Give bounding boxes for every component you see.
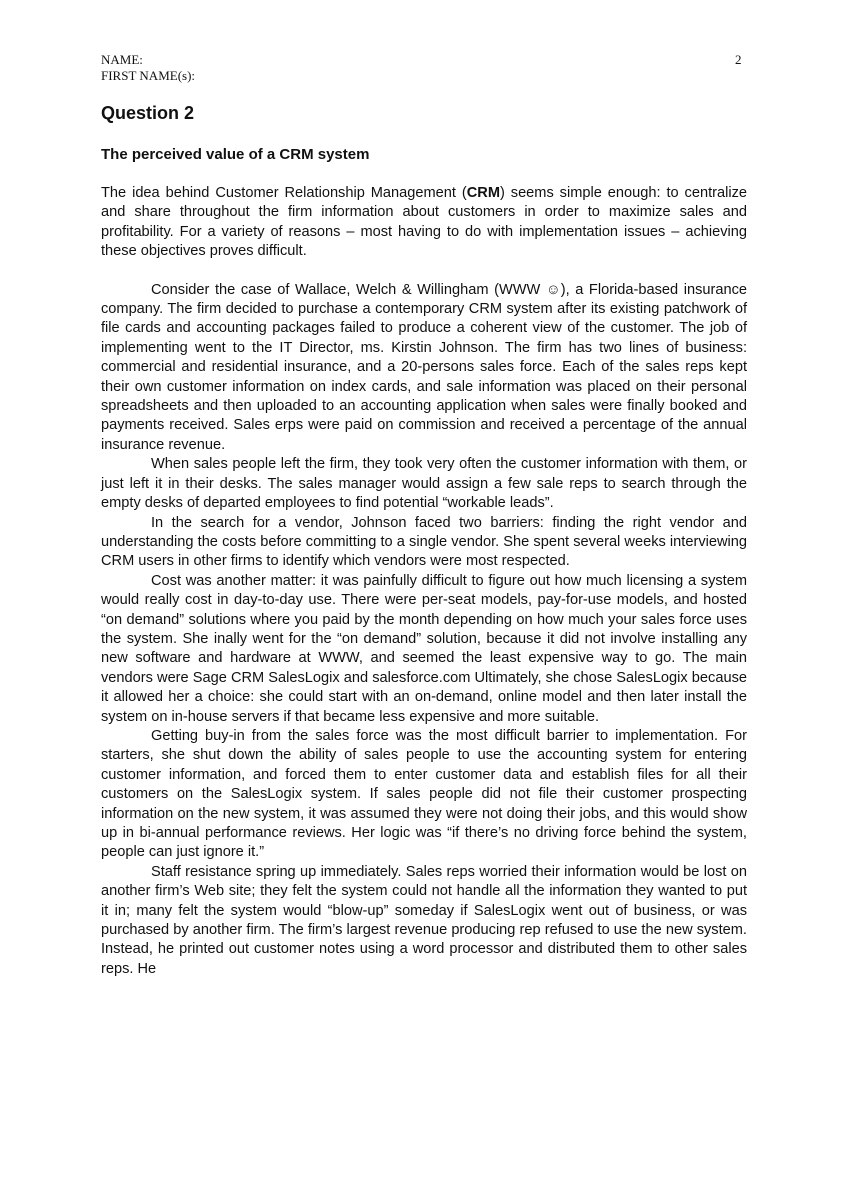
paragraph-resistance: Staff resistance spring up immediately. Sales reps worried their information would be lost on another firm’s Web site; they felt the system could not handle all the information they wanted to put it in; many felt the system would “blow-up” someday if SalesLogix went out of business, or was purchased by another firm. The firm’s largest revenue producing rep refused to use the new system. Instead, he printed out customer notes using a word processor and distributed them to other sales reps. He xyxy=(101,863,747,977)
question-title: Question 2 xyxy=(101,103,195,123)
name-label: NAME: xyxy=(101,52,143,67)
intro-paragraph xyxy=(101,184,747,262)
body-text xyxy=(101,184,747,979)
paragraph-buy-in: Getting buy-in from the sales force was the most difficult barrier to implementation. For starters, she shut down the ability of sales people to use the accounting system for entering customer information, and forced them to enter customer data and establish files for all their customers on the SalesLogix system. If sales people did not file their customer prospecting information on the new system, it was assumed they were not doing their jobs, and this would show up in bi-annual performance reviews. Her logic was “if there’s no driving force behind the system, people can just ignore it.” xyxy=(101,727,747,861)
first-name-label: FIRST NAME(s): xyxy=(101,68,196,83)
paragraph-vendor-search: In the search for a vendor, Johnson faced two barriers: finding the right vendor and understanding the costs before committing to a single vendor. She spent several weeks interviewing CRM users in other firms to identify which vendors were most respected. xyxy=(101,514,747,570)
intro-text-end: ) seems simple enough: to centralize and share throughout the firm information about customers in order to maximize sales and profitability. For a variety of reasons – most having to do with implementation issues – achieving these objectives proves difficult. xyxy=(101,185,747,260)
paragraph-cost: Cost was another matter: it was painfully difficult to figure out how much licensing a system would really cost in day-to-day use. There were per-seat models, pay-for-use models, and hosted “on demand” solutions where you paid by the month depending on how much your sales force uses the system. She inally went for the “on demand” solution, because it did not involve installing any new software and hardware at WWW, and seemed the least expensive way to go. The main vendors were Sage CRM SalesLogix and salesforce.com Ultimately, she chose SalesLogix because it allowed her a choice: she could start with an on-demand, online model and then later install the system on in-house servers if that became less expensive and more suitable. xyxy=(101,572,747,725)
section-subtitle: The perceived value of a CRM system xyxy=(101,146,370,163)
header-labels xyxy=(101,52,195,84)
paragraph-salespeople: When sales people left the firm, they took very often the customer information with them, or just left it in their desks. The sales manager would assign a few sale reps to search through the empty desks of departed employees to find potential “workable leads”. xyxy=(101,456,747,512)
intro-text-start: The idea behind Customer Relationship Management ( xyxy=(101,185,467,201)
page-number: 2 xyxy=(735,52,742,67)
intro-bold-term: CRM xyxy=(466,185,500,201)
paragraph-case: Consider the case of Wallace, Welch & Willingham (WWW ☺), a Florida-based insurance company. The firm decided to purchase a contemporary CRM system after its existing patchwork of file cards and accounting packages failed to produce a coherent view of the customer. The job of implementing went to the IT Director, ms. Kirstin Johnson. The firm has two lines of business: commercial and residential insurance, and a 20-persons sales force. Each of the sales reps kept their own customer information on index cards, and sale information was placed on their personal spreadsheets and then uploaded to an accounting application when sales were finally booked and payments received. Sales erps were paid on commission and received a percentage of the annual insurance revenue. xyxy=(101,281,747,453)
